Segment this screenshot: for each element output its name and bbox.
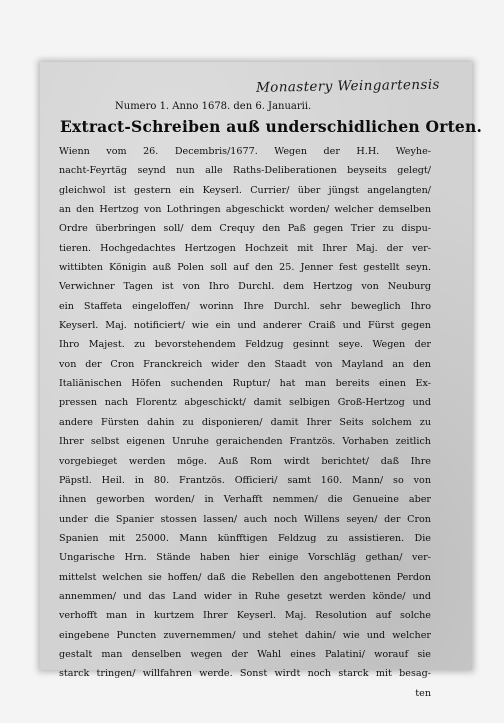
issue-line: Numero 1. Anno 1678. den 6. Januarii. — [115, 101, 312, 112]
text-line: Ungarische Hrn. Stände haben hier einige Vorschläg gethan/ ver- — [59, 552, 431, 564]
text-line: gestalt man denselben wegen der Wahl eines Palatini/ worauf sie — [59, 648, 431, 660]
text-line: Ordre überbringen soll/ dem Crequy den Paß gegen Trier zu dispu- — [59, 223, 431, 235]
text-line: Ihrer selbst eigenen Unruhe geraichenden Frantzös. Vorhaben zeitlich — [59, 436, 431, 448]
page-heading: Extract-Schreiben auß underschidlichen Orten. — [60, 117, 483, 136]
text-line: Verwichner Tagen ist von Ihro Durchl. dem Hertzog von Neuburg — [59, 281, 431, 293]
text-line: wittibten Königin auß Polen soll auf den 25. Jenner fest gestellt seyn. — [59, 262, 431, 274]
text-line: von der Cron Franckreich wider den Staadt von Mayland an den — [59, 358, 431, 370]
text-line: Spanien mit 25000. Mann künfftigen Feldzug zu assistieren. Die — [59, 532, 431, 544]
text-line: ihnen geworben worden/ in Verhafft nemmen/ die Genueine aber — [59, 494, 431, 506]
text-line: mittelst welchen sie hoffen/ daß die Rebellen den angebottenen Perdon — [59, 571, 431, 583]
handwritten-annotation: Monastery Weingartensis — [255, 76, 440, 96]
text-line: an den Hertzog von Lothringen abgeschickt worden/ welcher demselben — [59, 204, 431, 216]
text-line: under die Spanier stossen lassen/ auch noch Willens seyen/ der Cron — [59, 513, 431, 525]
text-line: pressen nach Florentz abgeschickt/ damit selbigen Groß-Hertzog und — [59, 397, 431, 409]
article-body — [59, 142, 431, 703]
text-line: verhofft man in kurtzem Ihrer Keyserl. Maj. Resolution auf solche — [59, 610, 431, 622]
text-line: Keyserl. Maj. notificiert/ wie ein und anderer Craiß und Fürst gegen — [59, 320, 431, 332]
text-line: ten — [415, 687, 431, 699]
text-line: vorgebieget werden möge. Auß Rom wirdt berichtet/ daß Ihre — [59, 455, 431, 467]
text-line: Italiänischen Höfen suchenden Ruptur/ hat man bereits einen Ex- — [59, 378, 431, 390]
text-line: tieren. Hochgedachtes Hertzogen Hochzeit mit Ihrer Maj. der ver- — [59, 242, 431, 254]
text-line: starck tringen/ willfahren werde. Sonst wirdt noch starck mit besag- — [59, 668, 431, 680]
text-line: Ihro Majest. zu bevorstehendem Feldzug gesinnt seye. Wegen der — [59, 339, 431, 351]
text-line: annemmen/ und das Land wider in Ruhe gesetzt werden könde/ und — [59, 590, 431, 602]
text-line: ein Staffeta eingeloffen/ worinn Ihre Durchl. sehr beweglich Ihro — [59, 300, 431, 312]
text-line: eingebene Puncten zuvernemmen/ und stehet dahin/ wie und welcher — [59, 629, 431, 641]
text-line: andere Fürsten dahin zu disponieren/ damit Ihrer Seits solchem zu — [59, 416, 431, 428]
text-line: Päpstl. Heil. in 80. Frantzös. Officieri/ samt 160. Mann/ so von — [59, 474, 431, 486]
text-line: Wienn vom 26. Decembris/1677. Wegen der H.H. Weyhe- — [59, 146, 431, 157]
text-line: gleichwol ist gestern ein Keyserl. Currier/ über jüngst angelangten/ — [59, 184, 431, 196]
text-line: nacht-Feyrtäg seynd nun alle Raths-Deliberationen beyseits gelegt/ — [59, 165, 431, 177]
